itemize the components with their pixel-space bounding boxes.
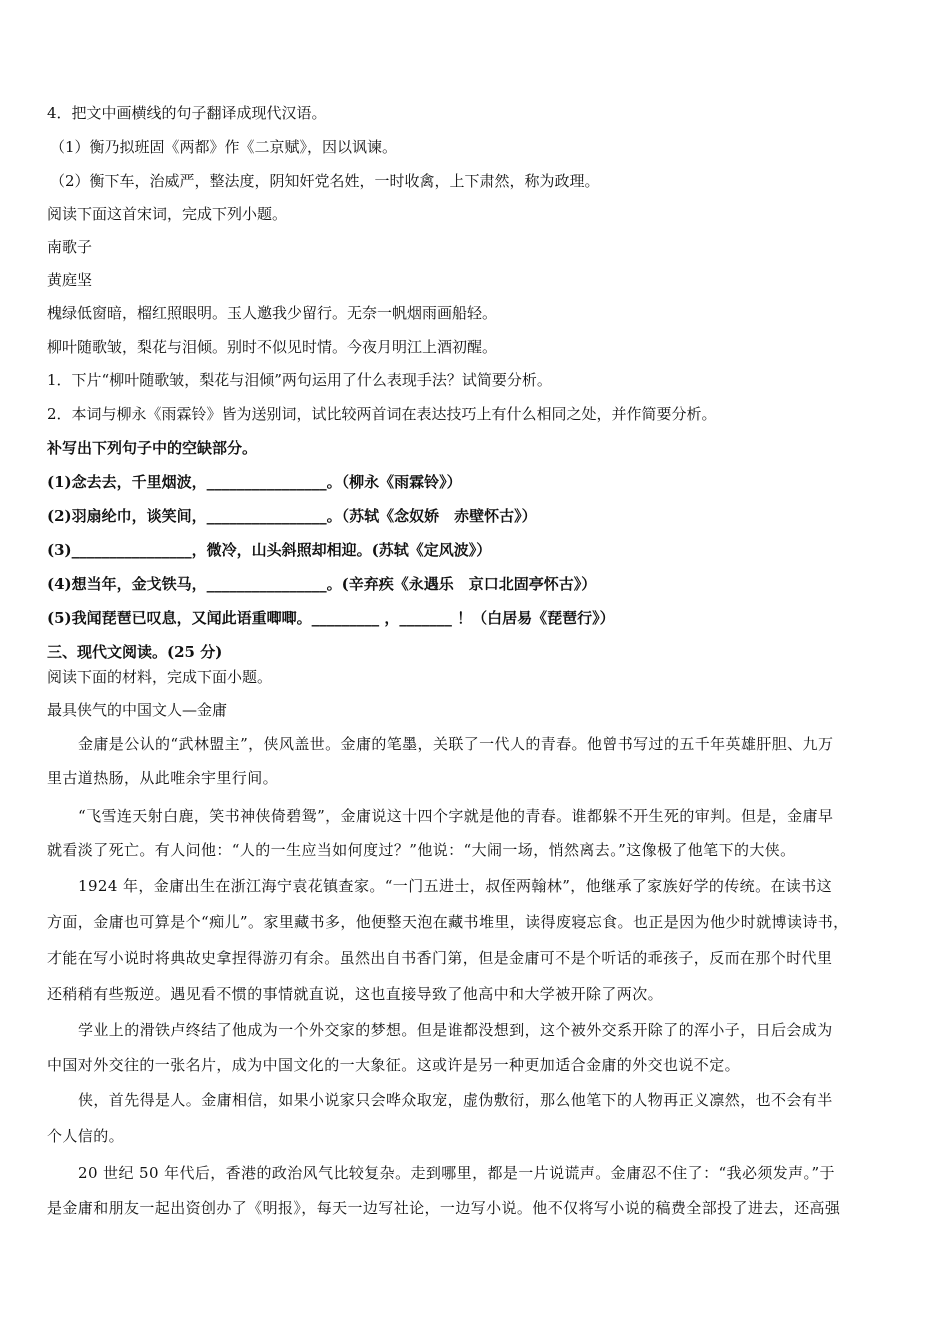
article-line: 才能在写小说时将典故史拿捏得游刃有余。虽然出自书香门第，但是金庸可不是个听话的乖孩子，反而在那个时代里 [47,949,833,967]
poem-intro: 阅读下面这首宋词，完成下列小题。 [47,205,288,223]
article-line: 就看淡了死亡。有人问他：“人的一生应当如何度过？”他说：“大闹一场，悄然离去。”这像极了他笔下的大侠。 [47,841,796,859]
article-line: “飞雪连天射白鹿，笑书神侠倚碧鸳”，金庸说这十四个字就是他的青春。谁都躲不开生死的审判。但是，金庸早 [78,807,834,825]
poem-line-1: 槐绿低窗暗，榴红照眼明。玉人邀我少留行。无奈一帆烟雨画船轻。 [47,304,498,322]
fill-blank-item-4: (4)想当年，金戈铁马，________________。(辛弃疾《永遇乐 京口北固亭怀古》） [47,575,597,593]
fill-blank-item-5: (5)我闻琵琶已叹息，又闻此语重唧唧。_________ ，_______ ！（白居易《琵琶行》） [47,609,615,627]
article-line: 学业上的滑铁卢终结了他成为一个外交家的梦想。但是谁都没想到，这个被外交系开除了的浑小子，日后会成为 [78,1021,833,1039]
article-line: 里古道热肠，从此唯余宇里行间。 [47,769,279,787]
fill-blank-item-1: (1)念去去，千里烟波，________________。（柳永《雨霖铃》） [47,473,462,491]
poem-line-2: 柳叶随歌皱，梨花与泪倾。别时不似见时情。今夜月明江上酒初醒。 [47,338,498,356]
section3-heading: 三、现代文阅读。(25 分) [47,643,223,661]
q4-title: 4．把文中画横线的句子翻译成现代汉语。 [47,104,327,122]
poem-author: 黄庭坚 [47,271,93,289]
poem-question-1: 1．下片“柳叶随歌皱，梨花与泪倾”两句运用了什么表现手法？试简要分析。 [47,371,552,389]
section3-intro: 阅读下面的材料，完成下面小题。 [47,668,273,686]
article-line: 侠，首先得是人。金庸相信，如果小说家只会哗众取宠，虚伪敷衍，那么他笔下的人物再正义凛然，也不会有半 [78,1091,833,1109]
fill-blank-heading: 补写出下列句子中的空缺部分。 [47,439,258,457]
article-line: 中国对外交往的一张名片，成为中国文化的一大象征。这或许是另一种更加适合金庸的外交也说不定。 [47,1056,741,1074]
q4-item-1: （1）衡乃拟班固《两都》作《二京赋》，因以讽谏。 [50,138,398,156]
fill-blank-item-2: (2)羽扇纶巾，谈笑间，________________。（苏轼《念奴娇 赤壁怀古》） [47,507,537,525]
poem-question-2: 2．本词与柳永《雨霖铃》皆为送别词，试比较两首词在表达技巧上有什么相同之处，并作简要分析。 [47,405,717,423]
poem-title: 南歌子 [47,238,93,256]
article-line: 金庸是公认的“武林盟主”，侠风盖世。金庸的笔墨，关联了一代人的青春。他曾书写过的五千年英雄肝胆、九万 [78,735,834,753]
article-title: 最具侠气的中国文人—金庸 [47,701,228,719]
article-line: 个人信的。 [47,1127,125,1145]
article-line: 方面，金庸也可算是个“痴儿”。家里藏书多，他便整天泡在藏书堆里，读得废寝忘食。也正是因为他少时就博读诗书， [47,913,849,931]
article-line: 20 世纪 50 年代后，香港的政治风气比较复杂。走到哪里，都是一片说谎声。金庸忍不住了：“我必须发声。”于 [78,1164,835,1182]
fill-blank-item-3: (3)________________，微冷，山头斜照却相迎。(苏轼《定风波》） [47,541,492,559]
q4-item-2: （2）衡下车，治威严，整法度，阴知奸党名姓，一时收禽，上下肃然，称为政理。 [50,172,600,190]
article-line: 1924 年，金庸出生在浙江海宁袁花镇查家。“一门五进士，叔侄两翰林”，他继承了家族好学的传统。在读书这 [78,877,833,895]
article-line: 还稍稍有些叛逆。遇见看不惯的事情就直说，这也直接导致了他高中和大学被开除了两次。 [47,985,664,1003]
article-line: 是金庸和朋友一起出资创办了《明报》，每天一边写社论，一边写小说。他不仅将写小说的稿费全部投了进去，还高强 [47,1199,841,1217]
